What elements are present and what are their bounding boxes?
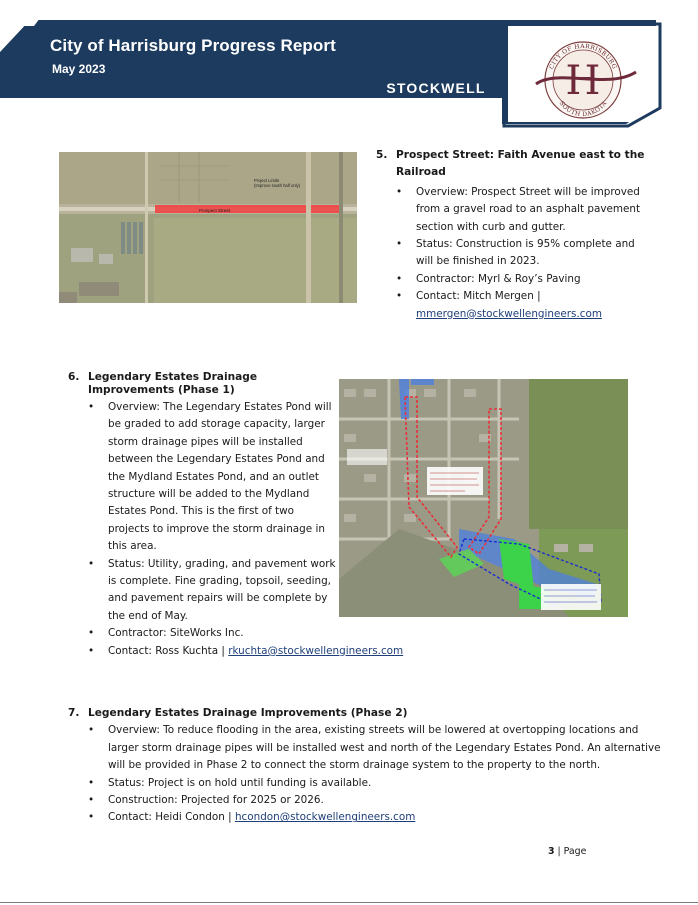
section-5-item — [396, 236, 676, 271]
page-number-value: 3 — [548, 846, 555, 857]
section-7-item — [88, 722, 668, 774]
section-5-number: 5. — [376, 149, 388, 161]
page-number — [548, 846, 586, 857]
report-title: City of Harrisburg Progress Report — [50, 36, 336, 55]
section-6-title-line1: Legendary Estates Drainage — [88, 371, 258, 383]
section-5 — [376, 147, 676, 323]
section-6-contact — [88, 643, 404, 660]
section-5-title — [376, 147, 676, 182]
map-street-label: Prospect Street — [199, 208, 231, 213]
line-text: is complete. Fine grading, topsoil, seeding, — [108, 575, 331, 588]
section-5-title-line1: Prospect Street: Faith Avenue east to the — [396, 149, 645, 161]
line-text: section with curb and gutter. — [416, 220, 566, 233]
section-7-title — [68, 705, 668, 722]
line-text: Overview: The Legendary Estates Pond will — [108, 401, 332, 413]
line-text: Contractor: Myrl & Roy’s Paving — [416, 272, 581, 285]
section-7-title-text: Legendary Estates Drainage Improvements (Phase 2) — [88, 707, 408, 719]
line-text: Status: Construction is 95% complete and — [416, 238, 635, 251]
line-text: Status: Utility, grading, and pavement work — [108, 557, 336, 570]
map-limits-line: Project Limits — [254, 178, 280, 183]
section-7-item — [88, 775, 668, 792]
section-5-item — [396, 184, 676, 236]
section-7-contact — [88, 809, 668, 826]
line-text: projects to improve the storm drainage in — [108, 522, 325, 535]
section-6-item — [88, 556, 338, 626]
section-7-list — [68, 722, 668, 826]
seal-text-top: CITY OF HARRISBURG — [548, 42, 618, 71]
line-text: from a gravel road to an asphalt pavement — [416, 203, 641, 216]
line-text: will be provided in Phase 2 to connect the storm drainage system to the property to the north. — [108, 759, 601, 772]
line-text: storm drainage pipes will be installed — [108, 435, 303, 448]
line-text: between the Legendary Estates Pond and — [108, 453, 325, 466]
section-7-number: 7. — [68, 707, 80, 719]
prospect-street-map — [59, 152, 357, 303]
line-text: Overview: Prospect Street will be improved — [416, 185, 640, 198]
line-text: Contractor: SiteWorks Inc. — [108, 627, 244, 640]
line-text: Estates Pond. This is the first of two — [108, 505, 294, 518]
line-text: and pavement repairs will be complete by — [108, 592, 328, 605]
section-6-title-line2: Improvements (Phase 1) — [88, 384, 235, 396]
section-6-item — [88, 625, 338, 642]
seal-letter: H — [565, 58, 601, 104]
section-5-title-line2: Railroad — [396, 166, 446, 179]
section-5-contact-email-link[interactable]: mmergen@stockwellengineers.com — [416, 307, 602, 320]
line-text: Status: Project is on hold until funding is available. — [108, 776, 372, 789]
section-7 — [68, 705, 668, 827]
line-text: Construction: Projected for 2025 or 2026. — [108, 794, 324, 807]
section-6-contact-email-link[interactable]: rkuchta@stockwellengineers.com — [228, 644, 404, 657]
seal-text-bottom: SOUTH DAKOTA — [557, 99, 609, 119]
section-7-contact-email-link[interactable]: hcondon@stockwellengineers.com — [234, 811, 416, 824]
line-text: structure will be added to the Mydland — [108, 488, 310, 501]
section-6-item — [88, 399, 338, 556]
city-seal — [508, 28, 658, 131]
line-text: this area. — [108, 540, 157, 553]
page-number-label: | Page — [554, 846, 587, 857]
section-5-list — [376, 184, 676, 323]
legendary-estates-map — [339, 379, 628, 617]
brand-name: STOCKWELL — [386, 80, 486, 96]
line-text: Overview: To reduce flooding in the area, existing streets will be lowered at overtopping locations and — [108, 724, 639, 737]
line-text: the end of May. — [108, 609, 188, 622]
stockwell-logo-icon — [0, 0, 44, 36]
line-text: be graded to add storage capacity, larger — [108, 418, 325, 431]
line-text: the Mydland Estates Pond, and an outlet — [108, 470, 319, 483]
section-7-contact-label: Contact: Heidi Condon | — [108, 811, 235, 824]
line-text: will be finished in 2023. — [416, 255, 540, 268]
section-5-contact-label: Contact: Mitch Mergen | — [416, 290, 541, 303]
section-6-number: 6. — [68, 371, 80, 383]
report-date: May 2023 — [52, 62, 106, 76]
report-header — [0, 0, 698, 140]
section-6-title — [68, 371, 338, 397]
section-5-item — [396, 271, 676, 288]
section-5-contact — [396, 288, 676, 323]
section-6-contact-label: Contact: Ross Kuchta | — [108, 644, 229, 657]
section-6 — [68, 371, 404, 660]
map-limits-line: (Improve south half only) — [254, 183, 301, 188]
section-7-item — [88, 792, 668, 809]
section-6-list — [68, 399, 404, 660]
project-limits-highlight — [155, 205, 340, 213]
footer-rule — [0, 902, 698, 903]
line-text: larger storm drainage pipes will be installed west and north of the Legendary Estates Pond. An alternative — [108, 741, 661, 754]
